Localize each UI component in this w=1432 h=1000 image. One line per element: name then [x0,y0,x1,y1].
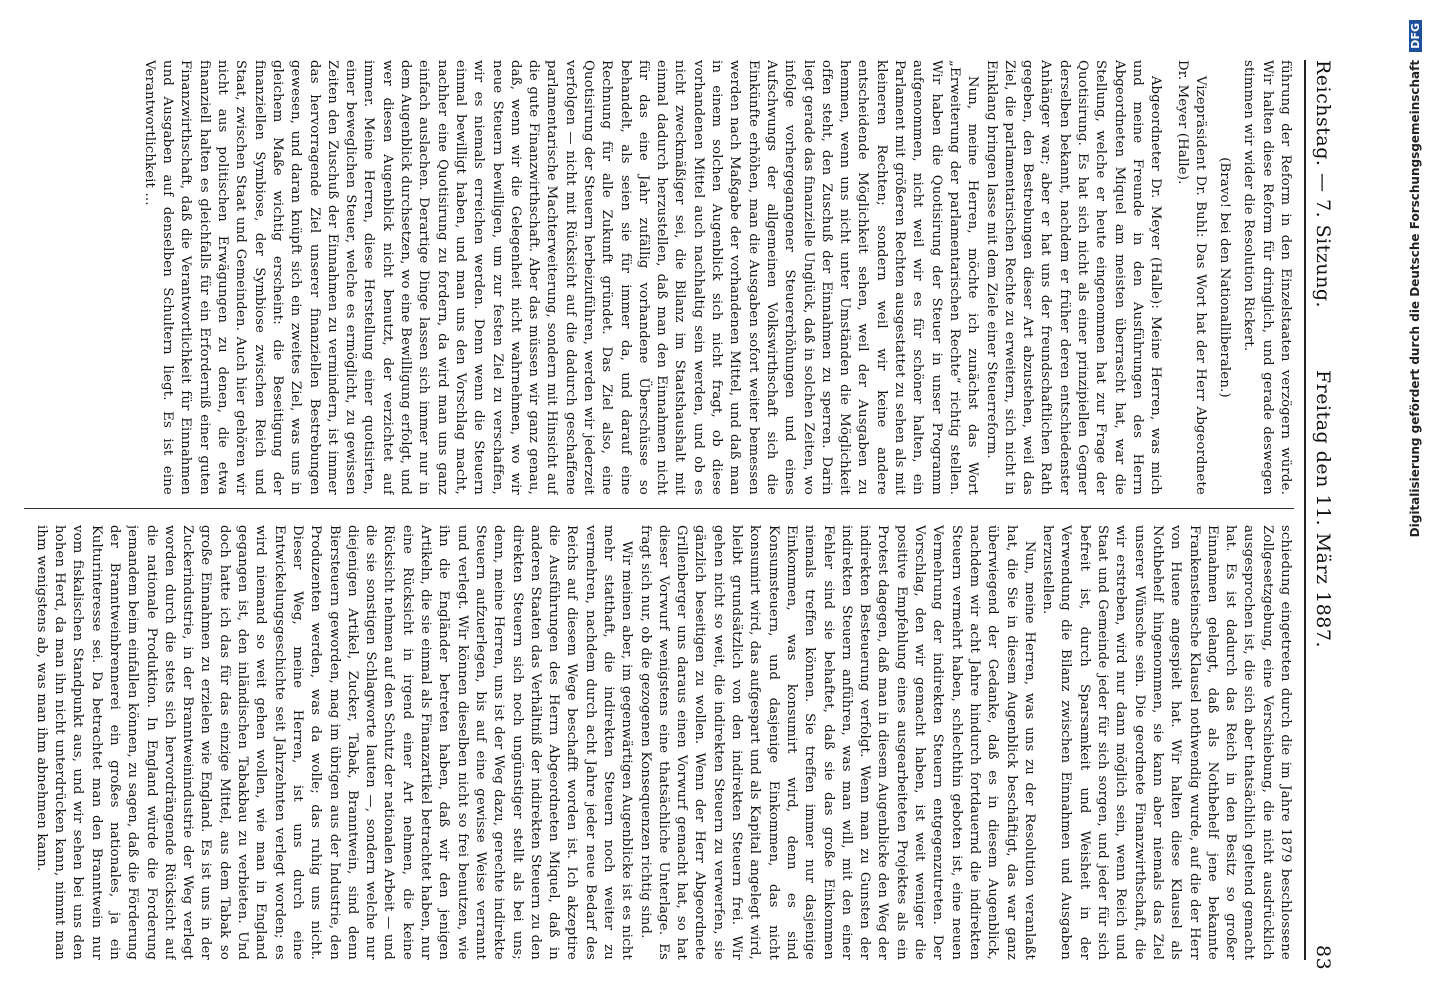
page-header [1304,60,1344,971]
paragraph: Vizepräsident Dr. Buhl: Das Wort hat der Herr Abgeordnete Dr. Meyer (Halle). [1174,60,1208,495]
page-number: 83 [1312,945,1334,971]
header-session: Reichstag. — 7. Sitzung. [1312,60,1334,309]
paragraph: schiedung eingetreten durch die im Jahre 1879 beschlossene Zollgesetzgebung, eine Verschiebung, die nicht ausdrücklich ausgesprochen ist, die sich aber thatsächlich geltend gemacht hat. Es ist dadurch das Reich in den Besitz so großer Einnahmen gelangt, daß als Nothbehelf jene bekannte Frankensteinsche Klausel nothwendig wurde, auf die der Herr von Huene angespielt hat. Wir halten diese Klausel als Nothbehelf hingenommen, sie kann aber niemals das Ziel unserer Wünsche sein. Die geordnete Finanzwirthschaft, die wir erstreben, wird nur dann möglich sein, wenn Reich und Staat und Gemeinde jeder für sich sorgen, und jeder für sich befreit ist, durch Sparsamkeit und Weisheit in der Verwendung die Bilanz zwischen Einnahmen und Ausgaben herzustellen. [1040,525,1293,960]
paragraph: Abgeordneter Dr. Meyer (Halle): Meine Herren, was mich und meine Freunde in den Ausführungen des Herrn Abgeordneten Miquel am meisten überrascht hat, war die Stellung, welche er heute eingenommen hat zur Frage der Quotisirung. Es hat sich nicht als einer prinzipiellen Gegner derselben bekannt, nachdem er früher deren entschiedenster Anhänger war; aber er hat uns der freundschaftlichen Rath gegeben, den Bestrebungen dieser Art abzustehen, weil das Ziel, die parlamentarischen Rechte zu erweitern, sich nicht in Einklang bringen lasse mit dem Ziele einer Steuerreform. [983,60,1164,495]
right-column [24,525,1294,960]
paragraph: führung der Reform in den Einzelstaaten verzögern würde. Wir halten diese Reform für dringlich, und gerade deswegen stimmen wir wider die Resolution Rickert. [1241,60,1293,495]
watermark-text: Digitalisierung gefördert durch die Deutsche Forschungsgemeinschaft [1408,59,1422,538]
header-rule [1304,60,1306,960]
left-column [24,60,1294,495]
column-divider [24,508,1294,509]
digitization-watermark [1408,20,1428,980]
paragraph: Nun, meine Herren, möchte ich zunächst das Wort „Erweiterung der parlamentarischen Rechte“ richtig stellen. Wir haben die Quotisirung der Steuer in unser Programm aufgenommen, nicht weil wir es für schöner halten, ein Parlament mit größeren Rechten ausgestattet zu sehen als mit kleineren Rechten; sondern weil wir keine andere entscheidende Möglichkeit sehen, weil der Ausgaben zu hemmen, wenn uns nicht unter Umständen die Möglichkeit offen steht, den Zuschuß der Einnahmen zu sperren. Darin liegt gerade das finanzielle Unglück, daß in solchen Zeiten, wo infolge vorhergegangener Steuererhöhungen und eines Aufschwungs der allgemeinen Volkswirthschaft sich die Einkünfte erhöhen, man die Ausgaben sofort weiter bemessen werden nach Maßgabe der vorhandenen Mittel, und daß man in einem solchen Augenblick sich nicht fragt, ob diese vorhandenen Mittel auch nachhaltig sein werden, und ob es nicht zweckmäßiger sei, die Bilanz im Staatshaushalt mit einmal dadurch herzustellen, daß man den Einnahmen nicht für das eine Jahr zufällig vorhandene Überschüsse so behandelt, als seien sie für immer da, und darauf eine Rechnung für alle Zukunft gründet. Das Ziel also, eine Quotisirung der Steuern herbeizuführen, werden wir jederzeit verfolgen — nicht mit Rücksicht auf die dadurch geschaffene parlamentarische Machterweiterung, sondern mit Hinsicht auf die gute Finanzwirthschaft. Aber das müssen wir ganz genau, daß, wenn wir die Gelegenheit nicht wahrnehmen, wo wir neue Steuern bewilligen, um zur festen Ziel zu verschaffen, wir es niemals erreichen werden. Denn wenn die Steuern einmal bewilligt haben, und man uns den Vorschlag macht, nachher eine Quotisirung zu fordern, da wird man uns ganz einfach auslachen. Derartige Dinge lassen sich immer nur in dem Augenblick durchsetzen, wo eine Bewilligung erfolgt, und wer diesen Augenblick nicht benutzt, der verzichtet auf immer. Meine Herren, diese Herstellung einer quotisirten, einer beweglichen Steuer, welche es ermöglicht, zu gewissen Zeiten den Zuschuß der Einnahmen zu vermindern, ist immer das hervorragende Ziel unserer finanziellen Bestrebungen gewesen, und daran knüpft sich ein zweites Ziel, was uns in gleichem Maße wichtig erscheint: die Beseitigung der finanziellen Symbiose, der Symbiose zwischen Reich und Staat, zwischen Staat und Gemeinden. Auch hier gehören wir nicht aus politischen Erwägungen zu denen, die etwa finanziell halten es gleichfalls für ein Erforderniß einer guten Finanzwirthschaft, daß die Verantwortlichkeit für Einnahmen und Ausgaben auf denselben Schultern liegt. Es ist eine Verantwortlichkeit ... [141,60,981,495]
paragraph: Wir meinen aber, im gegenwärtigen Augenblicke ist es nicht mehr statthaft, die indirekten Steuern noch weiter zu vermehren, nachdem durch acht Jahre jeder neue Bedarf des Reichs auf diesem Wege beschafft worden ist. Ich akzeptire die Ausführungen des Herrn Abgeordneten Miquel, daß in anderen Staaten das Verhältniß der indirekten Steuern zu den direkten Steuern sich noch ungünstiger stellt als bei uns; denn, meine Herren, uns ist der Weg dazu, gerechte indirekte Steuern aufzuerlegen, bis auf eine gewisse Weise verrannt und verlegt. Wir können dieselben nicht so frei benutzen, wie ihn die Engländer betreten haben, daß wir den jenigen Artikeln, die sie einmal als Finanzartikel betrachtet haben, nur eine Rücksicht in irgend einer Art nehmen, die keine Rücksicht nehmen auf den Schutz der nationalen Arbeit — und die sie sonstigen Schlagworte lauten —, sondern welche nur diejenigen Artikel, Zucker, Tabak, Branntwein, sind denn Biersteuern geworden, mag im übrigen aus der Industrie, den Produzenten werden, was da wolle; das ruhig uns nicht. Dieser Weg, meine Herren, ist uns durch eine Entwickelungsgeschichte seit Jahrzehnten verlegt worden; es wird niemand so weit gehen wollen, wie man in England gegangen ist, den inländischen Tabakbau zu verbieten. Und doch hatte ich das für das einzige Mittel, aus dem Tabak so große Einnahmen zu erzielen wie England. Es ist uns in der Zuckerindustrie, in der Branntweinindustrie der Weg verlegt worden durch die stets sich hervordrängende Rücksicht auf die nationale Produktion. In England würde die Forderung jemandem beim einfallen können, zu sagen, daß die Förderung der Branntweinbrennerei ein großes nationales, ja ein Kulturinteresse sei. Da betrachtet man den Branntwein nur vom fiskalischen Standpunkt aus, und wir sehen bei uns den hohen Herd, da man ihn nicht unterdrücken kann, nimmt man ihm wenigstens ab, was man ihm abnehmen kann. [33,525,635,960]
dfg-logo: DFG [1409,20,1422,52]
header-date: Freitag den 11. März 1887. [1312,370,1334,648]
interjection: (Bravo! bei den Nationalliberalen.) [1217,157,1233,398]
paragraph: Nun, meine Herren, was uns zu der Resolution veranlaßt hat, die Sie in diesem Augenblick beschäftigt, das war ganz überwiegend der Gedanke, daß es in diesem Augenblick, nachdem wir acht Jahre hindurch fortdauernd die indirekten Steuern vermehrt haben, schlechthin geboten ist, eine neuen Vermehrung der indirekten Steuern entgegenzutreten. Der Vorschlag, den wir gemacht haben, ist weit weniger die positive Empfehlung eines ausgearbeiteten Projektes als ein Protest dagegen, daß man in diesem Augenblicke den Weg der indirekten Besteuerung verfolgt. Wenn man zu Gunsten der indirekten Steuern anführen, was man will, mit den einer Fehler sind sie behaftet, daß sie das große Einkommen niemals treffen können. Sie treffen immer nur dasjenige Einkommen, was konsumirt wird, denn es sind Konsumsteuern, und dasjenige Einkommen, das nicht konsumirt wird, das aufgespart und als Kapital angelegt wird, bleibt grundsätzlich von den indirekten Steuern frei. Wir gehen nicht so weit, die indirekten Steuern zu verwerfen, sie gänzlich beseitigen zu wollen. Wenn der Herr Abgeordnete Grillenberger uns daraus einen Vorwurf gemacht hat, so hat dieser Vorwurf wenigstens eine thatsächliche Unterlage. Es fragt sich nur, ob die gezogenen Konsequenzen richtig sind. [637,525,1037,960]
